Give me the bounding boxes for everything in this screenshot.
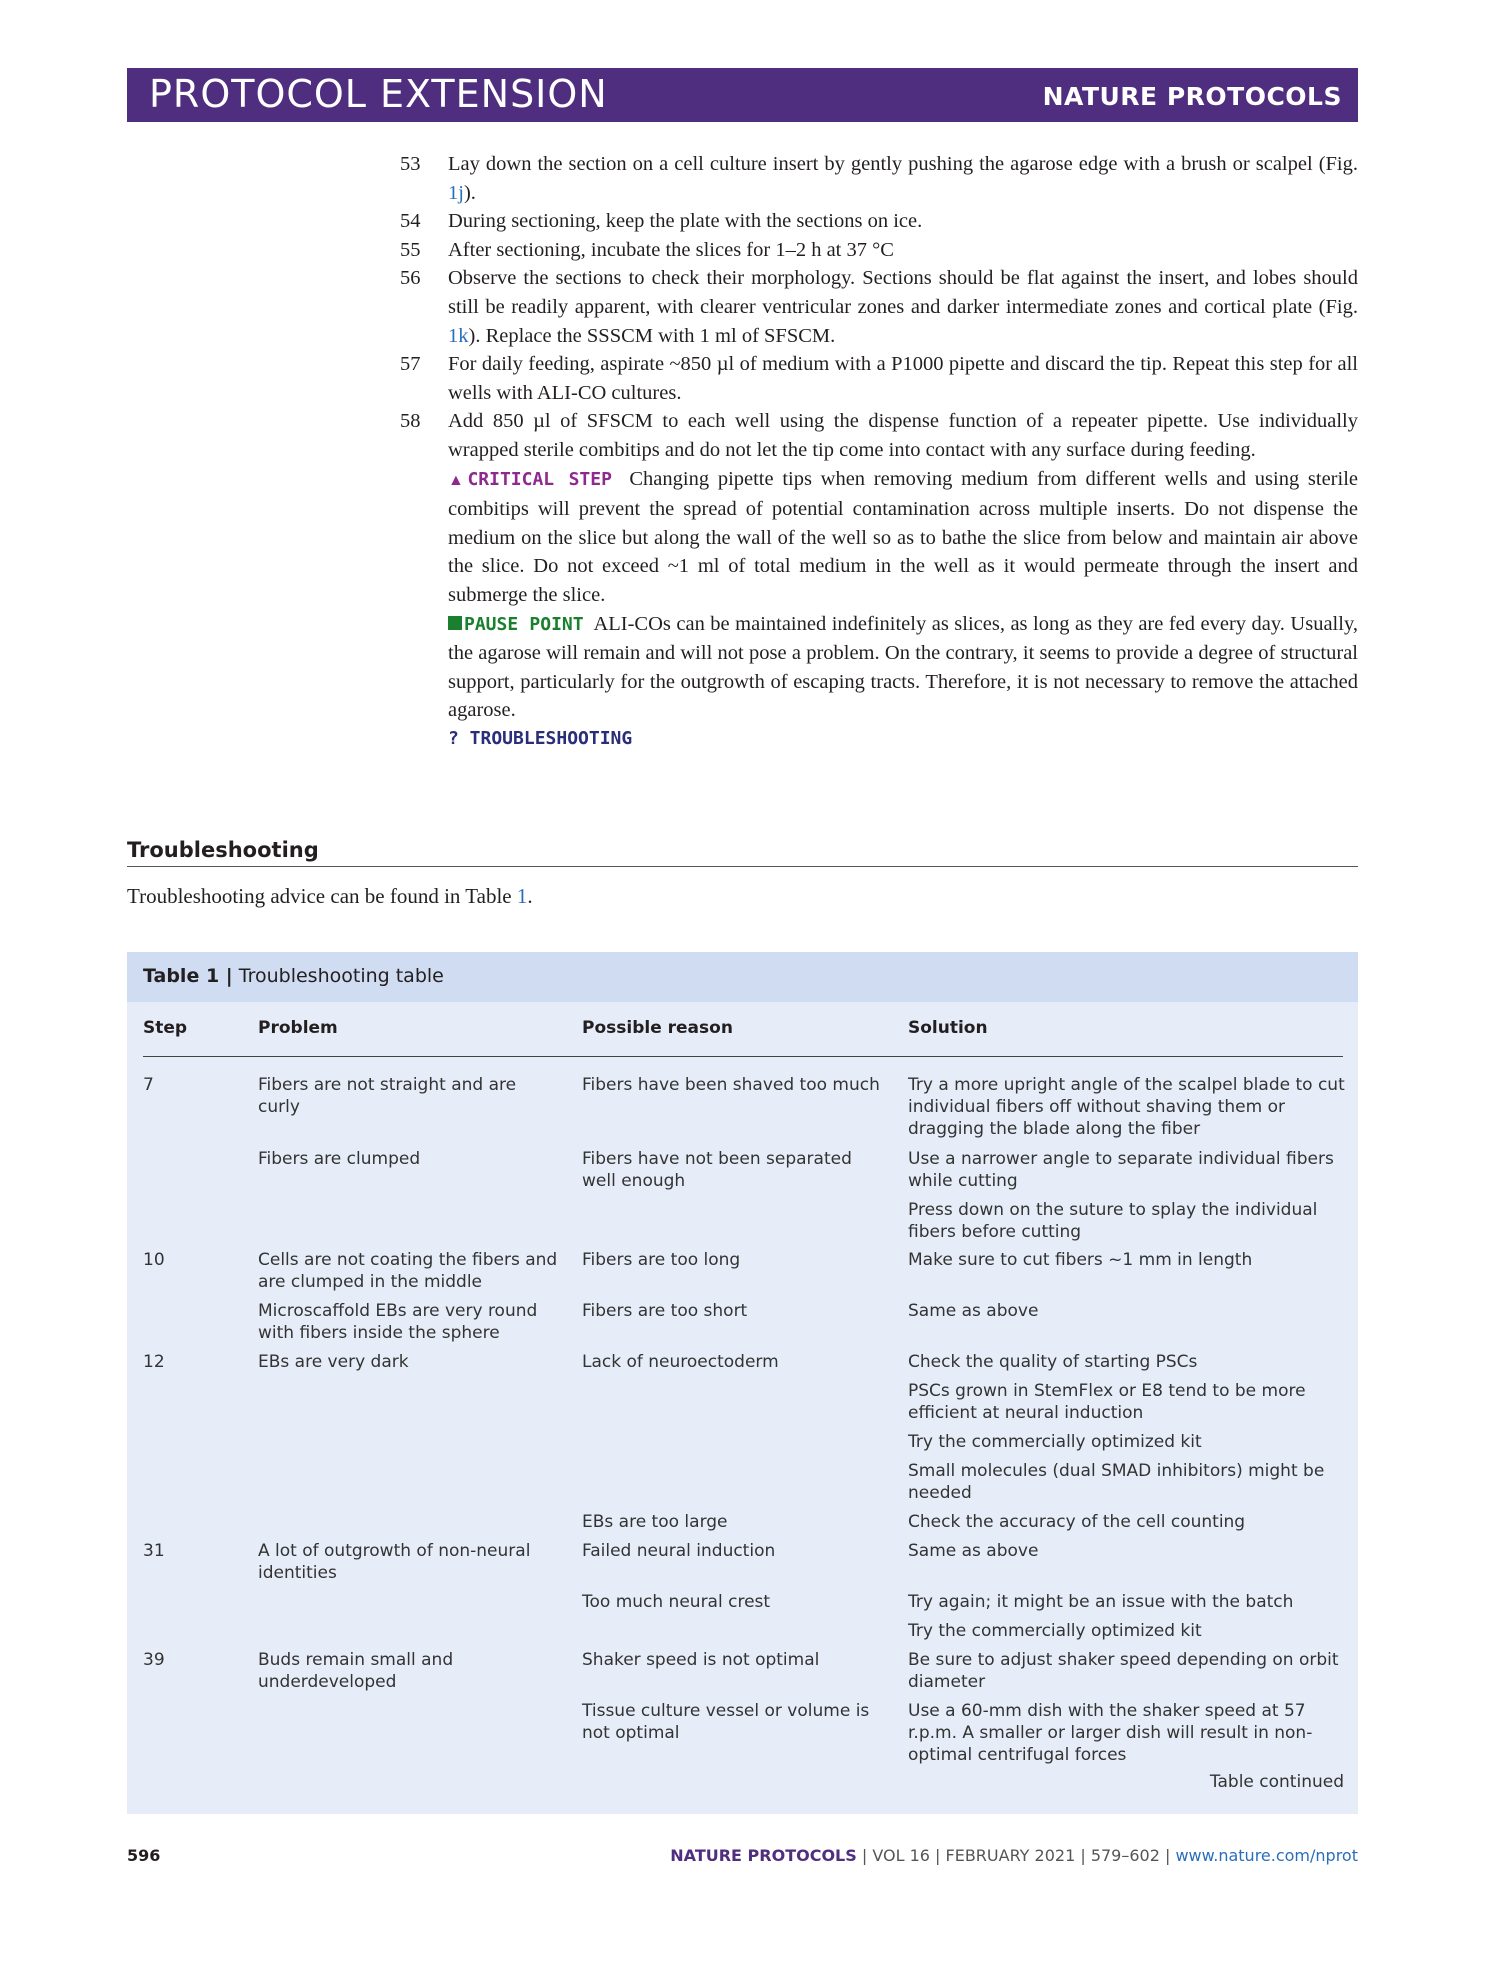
footer-pages: 579–602 xyxy=(1090,1846,1160,1865)
step-text: During sectioning, keep the plate with the sections on ice. xyxy=(448,210,923,233)
table-cell: Use a 60-mm dish with the shaker speed at 57 r.p.m. A smaller or larger dish will result in non-optimal centrifugal forces xyxy=(908,1701,1313,1765)
procedure-steps xyxy=(400,150,1358,753)
step-57 xyxy=(400,350,1358,407)
table-cell: PSCs grown in StemFlex or E8 tend to be more efficient at neural induction xyxy=(908,1381,1306,1423)
table-cell: EBs are very dark xyxy=(258,1352,409,1372)
pause-point-label: PAUSE POINT xyxy=(464,613,584,635)
critical-step-label: CRITICAL STEP xyxy=(467,468,612,490)
table-cell: Fibers are clumped xyxy=(258,1149,421,1169)
step-55 xyxy=(400,236,1358,265)
table-cell: A lot of outgrowth of non-neural identities xyxy=(258,1541,531,1583)
table-cell: Fibers are too short xyxy=(582,1301,748,1321)
step-number: 58 xyxy=(400,410,421,433)
step-text: ). Replace the SSSCM with 1 ml of SFSCM. xyxy=(468,324,836,347)
header-banner xyxy=(127,68,1358,122)
table-cell: Same as above xyxy=(908,1301,1039,1321)
step-text: For daily feeding, aspirate ~850 µl of medium with a P1000 pipette and discard the tip. Repeat this step for all wells with ALI-CO cultures. xyxy=(448,353,1358,404)
pause-square-icon xyxy=(448,616,462,630)
table-cell: Use a narrower angle to separate individual fibers while cutting xyxy=(908,1149,1334,1191)
step-number: 56 xyxy=(400,267,421,290)
step-58 xyxy=(400,407,1358,753)
step-text: Lay down the section on a cell culture insert by gently pushing the agarose edge with a brush or scalpel (Fig. xyxy=(448,153,1358,175)
table-cell: Fibers have not been separated well enough xyxy=(582,1149,852,1191)
footer-separator: | xyxy=(856,1846,873,1865)
table-cell: 10 xyxy=(143,1250,165,1270)
table-cell: Too much neural crest xyxy=(582,1592,771,1612)
paragraph-text: . xyxy=(527,884,533,908)
table-caption: Troubleshooting table xyxy=(232,965,444,987)
figure-link[interactable]: 1k xyxy=(448,324,469,347)
footer-separator: | xyxy=(929,1846,946,1865)
table-cell: 7 xyxy=(143,1075,154,1095)
journal-title: NATURE PROTOCOLS xyxy=(1042,82,1342,111)
table-title xyxy=(143,965,444,987)
figure-link[interactable]: 1j xyxy=(448,181,464,204)
pause-point-note xyxy=(448,610,1358,725)
footer-url-link[interactable]: www.nature.com/nprot xyxy=(1175,1846,1358,1865)
table-number: Table 1 | xyxy=(143,965,233,987)
table-cell: 31 xyxy=(143,1541,165,1561)
step-number: 54 xyxy=(400,210,421,233)
table-cell: Fibers are not straight and are curly xyxy=(258,1075,517,1117)
table-cell: 39 xyxy=(143,1650,165,1670)
header-solution: Solution xyxy=(908,1018,988,1038)
table-cell: Failed neural induction xyxy=(582,1541,776,1561)
footer-citation xyxy=(670,1846,1358,1865)
footer-journal: NATURE PROTOCOLS xyxy=(670,1846,857,1865)
table-cell: Try the commercially optimized kit xyxy=(908,1621,1202,1641)
table-cell: Check the quality of starting PSCs xyxy=(908,1352,1198,1372)
table-cell: Make sure to cut fibers ~1 mm in length xyxy=(908,1250,1253,1270)
warning-triangle-icon: ▲ xyxy=(448,471,468,489)
troubleshooting-table xyxy=(127,952,1358,1814)
footer-date: FEBRUARY 2021 xyxy=(945,1846,1076,1865)
critical-step-note xyxy=(448,465,1358,610)
table-cell: Press down on the suture to splay the individual fibers before cutting xyxy=(908,1200,1318,1242)
table-cell: Cells are not coating the fibers and are clumped in the middle xyxy=(258,1250,558,1292)
table-cell: Small molecules (dual SMAD inhibitors) might be needed xyxy=(908,1461,1325,1503)
table-cell: Fibers are too long xyxy=(582,1250,741,1270)
step-text: Add 850 µl of SFSCM to each well using the dispense function of a repeater pipette. Use individually wrapped sterile combitips and do not let the tip come into contact with any surface during feeding. xyxy=(448,410,1358,461)
step-text: ). xyxy=(463,181,476,204)
table-cell: Try a more upright angle of the scalpel blade to cut individual fibers off without shaving them or dragging the blade along the fiber xyxy=(908,1075,1345,1139)
table-cell: Be sure to adjust shaker speed depending on orbit diameter xyxy=(908,1650,1339,1692)
critical-step-text: Changing pipette tips when removing medium from different wells and using sterile combitips will prevent the spread of potential contamination across multiple inserts. Do not dispense the medium on the slice but along the wall of the well so as to bathe the slice from below and maintain air above the slice. Do not exceed ~1 ml of total medium in the well as it would permeate through the insert and submerge the slice. xyxy=(448,467,1358,606)
table-continued-note: Table continued xyxy=(1209,1772,1344,1792)
table-cell: EBs are too large xyxy=(582,1512,728,1532)
table-cell: 12 xyxy=(143,1352,165,1372)
footer-volume: VOL 16 xyxy=(872,1846,930,1865)
troubleshooting-heading: Troubleshooting xyxy=(127,838,1358,867)
step-number: 55 xyxy=(400,238,421,261)
footer-separator: | xyxy=(1075,1846,1091,1865)
step-text: Observe the sections to check their morphology. Sections should be flat against the insert, and lobes should still be readily apparent, with clearer ventricular zones and darker intermediate zones and cortical plate (Fig. xyxy=(448,267,1358,318)
step-53 xyxy=(400,150,1358,207)
table-cell: Same as above xyxy=(908,1541,1039,1561)
table-cell: Try again; it might be an issue with the batch xyxy=(908,1592,1294,1612)
table-link[interactable]: 1 xyxy=(516,884,528,908)
header-reason: Possible reason xyxy=(582,1018,733,1038)
section-type-title: PROTOCOL EXTENSION xyxy=(149,72,608,116)
header-step: Step xyxy=(143,1018,188,1038)
page-number: 596 xyxy=(127,1846,161,1865)
step-56 xyxy=(400,264,1358,350)
table-cell: Tissue culture vessel or volume is not optimal xyxy=(582,1701,870,1743)
table-cell: Check the accuracy of the cell counting xyxy=(908,1512,1246,1532)
table-title-bar xyxy=(127,952,1358,1002)
footer-separator: | xyxy=(1159,1846,1176,1865)
header-problem: Problem xyxy=(258,1018,338,1038)
pause-point-text: ALI-COs can be maintained indefinitely as slices, as long as they are fed every day. Usually, the agarose will remain and will not pose a problem. On the contrary, it seems to provide a degree of structural support, particularly for the outgrowth of escaping tracts. Therefore, it is not necessary to remove the attached agarose. xyxy=(448,612,1358,722)
table-cell: Microscaffold EBs are very round with fibers inside the sphere xyxy=(258,1301,538,1343)
troubleshooting-paragraph xyxy=(127,884,533,909)
step-number: 57 xyxy=(400,353,421,376)
step-text: After sectioning, incubate the slices for 1–2 h at 37 °C xyxy=(448,238,894,261)
table-cell: Shaker speed is not optimal xyxy=(582,1650,820,1670)
table-cell: Buds remain small and underdeveloped xyxy=(258,1650,454,1692)
table-cell: Fibers have been shaved too much xyxy=(582,1075,880,1095)
paragraph-text: Troubleshooting advice can be found in Table xyxy=(127,884,517,908)
troubleshooting-link[interactable]: ? TROUBLESHOOTING xyxy=(448,727,633,749)
table-cell: Try the commercially optimized kit xyxy=(908,1432,1202,1452)
step-number: 53 xyxy=(400,153,421,175)
header-rule xyxy=(143,1056,1343,1057)
step-54 xyxy=(400,207,1358,236)
table-cell: Lack of neuroectoderm xyxy=(582,1352,779,1372)
